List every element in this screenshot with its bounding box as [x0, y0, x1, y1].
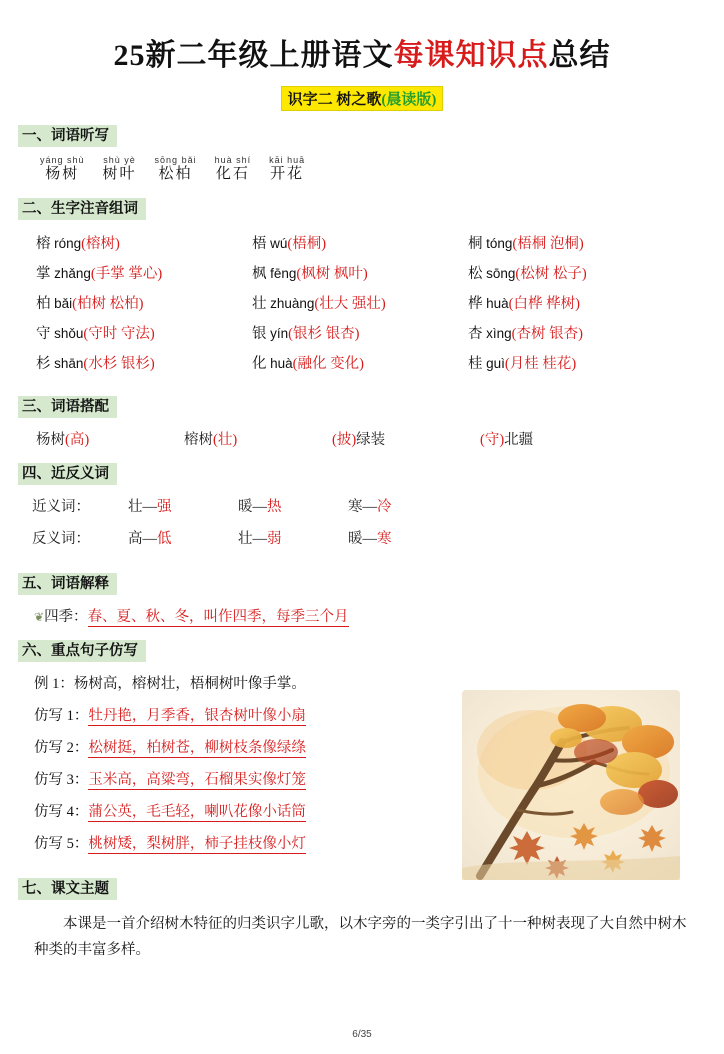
pair-right: 热 — [267, 499, 282, 516]
pair-right: 寒 — [377, 531, 392, 548]
sentence-example — [34, 672, 454, 693]
antonym-pair — [238, 527, 348, 548]
char-glyph: 银 — [252, 325, 267, 342]
dictation-word — [40, 155, 85, 184]
subtitle-note: (晨读版) — [381, 92, 437, 108]
hanzi-text: 化石 — [215, 166, 250, 183]
page-title — [0, 30, 724, 74]
leaf-icon: ❦ — [34, 610, 45, 625]
char-row — [36, 352, 686, 373]
char-cell — [468, 262, 684, 283]
char-pinyin: róng — [54, 235, 82, 251]
sentence-label: 仿写 4： — [34, 804, 89, 821]
theme-paragraph: 本课是一首介绍树木特征的归类识字儿歌，以木字旁的一类字引出了十一种树表现了大自然中树木种类的丰富多样。 — [34, 916, 687, 958]
sentence-list — [34, 672, 454, 853]
pair-right: 低 — [157, 531, 172, 548]
char-row — [36, 292, 686, 313]
char-words: (柏树 松柏) — [72, 295, 144, 312]
pinyin-text: yáng shù — [40, 155, 85, 166]
char-pinyin: shǒu — [54, 325, 84, 341]
section-heading-synonyms: 四、近反义词 — [18, 463, 117, 485]
antonyms-line — [32, 527, 724, 548]
sentence-text: 蒲公英，毛毛轻，喇叭花像小话筒 — [88, 804, 306, 821]
char-row — [36, 232, 686, 253]
hanzi-text: 松柏 — [158, 166, 193, 183]
collocation-red: (披) — [332, 431, 357, 448]
char-words: (松树 松子) — [515, 265, 587, 282]
char-cell — [468, 292, 684, 313]
synonym-pair — [128, 495, 238, 516]
sentence-label: 仿写 1： — [34, 708, 89, 725]
collocation-row — [36, 428, 724, 449]
pair-left: 高— — [128, 531, 157, 548]
antonym-pair — [128, 527, 238, 548]
char-cell — [252, 232, 468, 253]
sentence-label: 例 1： — [34, 676, 74, 693]
char-glyph: 掌 — [36, 265, 51, 282]
char-cell — [252, 352, 468, 373]
char-pinyin: fēng — [270, 265, 297, 281]
char-glyph: 桂 — [468, 355, 483, 372]
sentence-text: 松树挺，柏树苍，柳树枝条像绿绦 — [88, 740, 306, 757]
char-words: (梧桐) — [287, 235, 327, 252]
char-pinyin: sōng — [486, 265, 516, 281]
char-row — [36, 262, 686, 283]
sentence-item — [34, 704, 454, 725]
char-row — [36, 322, 686, 343]
collocation-black: 北疆 — [504, 431, 534, 448]
pair-right: 强 — [157, 499, 172, 516]
sentence-item — [34, 832, 454, 853]
sentence-item — [34, 768, 454, 789]
char-glyph: 壮 — [252, 295, 267, 312]
char-cell — [468, 352, 684, 373]
sentence-text: 玉米高，高粱弯，石榴果实像灯笼 — [88, 772, 306, 789]
synonyms-line — [32, 495, 724, 516]
synonym-pair — [348, 495, 458, 516]
collocation-red: (守) — [480, 431, 505, 448]
new-chars-grid — [36, 232, 686, 373]
char-cell — [468, 322, 684, 343]
collocation-item — [36, 428, 184, 449]
dictation-word — [155, 155, 197, 184]
section-heading-dictation: 一、词语听写 — [18, 125, 117, 147]
char-pinyin: huà — [270, 355, 293, 371]
section-heading-theme: 七、课文主题 — [18, 878, 117, 900]
char-words: (杏树 银杏) — [511, 325, 583, 342]
antonyms-label: 反义词： — [32, 531, 90, 548]
hanzi-text: 杨树 — [45, 166, 80, 183]
pair-left: 壮— — [128, 499, 157, 516]
section-heading-explanation: 五、词语解释 — [18, 573, 117, 595]
char-words: (榕树) — [81, 235, 120, 252]
sentence-item — [34, 800, 454, 821]
char-cell — [36, 292, 252, 313]
pair-right: 弱 — [267, 531, 282, 548]
collocation-black: 榕树 — [184, 431, 213, 448]
sentence-item — [34, 736, 454, 757]
subtitle-container — [0, 86, 724, 111]
char-pinyin: shān — [54, 355, 84, 371]
autumn-tree-illustration — [462, 690, 680, 880]
char-glyph: 枫 — [252, 265, 267, 282]
char-pinyin: bǎi — [54, 295, 73, 311]
char-pinyin: xìng — [486, 325, 512, 341]
title-part-1: 25新二年级上册语文 — [113, 39, 394, 72]
subtitle-badge — [281, 86, 444, 111]
pinyin-text: huà shí — [214, 155, 252, 166]
char-words: (银杉 银杏) — [288, 325, 360, 342]
dictation-word — [103, 155, 137, 184]
char-pinyin: wú — [270, 235, 288, 251]
pair-left: 暖— — [348, 531, 377, 548]
dictation-word — [269, 155, 305, 184]
char-words: (梧桐 泡桐) — [512, 235, 584, 252]
synonyms-block — [32, 495, 724, 548]
char-pinyin: yín — [270, 325, 289, 341]
explanation-term: 四季： — [44, 609, 88, 626]
collocation-red: (壮) — [213, 431, 238, 448]
document-page — [0, 30, 724, 1054]
collocation-black: 杨树 — [36, 431, 65, 448]
char-pinyin: zhǎng — [54, 265, 91, 281]
char-pinyin: huà — [486, 295, 509, 311]
collocation-item — [480, 428, 628, 449]
sentence-label: 仿写 3： — [34, 772, 89, 789]
char-words: (枫树 枫叶) — [296, 265, 368, 282]
sentence-text: 牡丹艳，月季香，银杏树叶像小扇 — [88, 708, 306, 725]
char-cell — [36, 352, 252, 373]
char-glyph: 杉 — [36, 355, 51, 372]
dictation-word-row — [40, 155, 724, 184]
char-glyph: 梧 — [252, 235, 267, 252]
section-heading-sentences: 六、重点句子仿写 — [18, 640, 146, 662]
pair-left: 壮— — [238, 531, 267, 548]
char-pinyin: zhuàng — [270, 295, 315, 311]
sentence-label: 仿写 2： — [34, 740, 89, 757]
char-words: (融化 变化) — [292, 355, 364, 372]
char-glyph: 化 — [252, 355, 267, 372]
subtitle-main: 识字二 树之歌 — [287, 92, 382, 108]
section-heading-new-chars: 二、生字注音组词 — [18, 198, 146, 220]
char-words: (守时 守法) — [83, 325, 155, 342]
char-glyph: 松 — [468, 265, 483, 282]
collocation-red: (高) — [65, 431, 90, 448]
char-cell — [252, 262, 468, 283]
pinyin-text: sōng bǎi — [154, 155, 197, 166]
page-number: 6/35 — [352, 1029, 372, 1040]
synonyms-label: 近义词： — [32, 499, 90, 516]
title-part-3: 总结 — [548, 39, 611, 72]
char-words: (手掌 掌心) — [90, 265, 163, 282]
char-cell — [252, 292, 468, 313]
char-cell — [468, 232, 684, 253]
char-words: (月桂 桂花) — [504, 355, 577, 372]
explanation-line — [34, 605, 724, 626]
char-cell — [36, 232, 252, 253]
char-glyph: 柏 — [36, 295, 51, 312]
collocation-item — [332, 428, 480, 449]
dictation-word — [215, 155, 252, 184]
char-words: (白桦 桦树) — [508, 295, 580, 312]
collocation-black: 绿装 — [356, 431, 386, 448]
char-glyph: 榕 — [36, 235, 51, 252]
synonym-pair — [238, 495, 348, 516]
char-pinyin: guì — [486, 355, 505, 371]
char-words: (水杉 银杉) — [83, 355, 155, 372]
char-cell — [36, 262, 252, 283]
section-heading-collocation: 三、词语搭配 — [18, 396, 117, 418]
char-pinyin: tóng — [486, 235, 513, 251]
char-glyph: 桦 — [468, 295, 483, 312]
sentence-label: 仿写 5： — [34, 836, 89, 853]
collocation-item — [184, 428, 332, 449]
hanzi-text: 树叶 — [102, 166, 137, 183]
title-highlight: 每课知识点 — [393, 39, 549, 72]
pinyin-text: kāi huā — [269, 155, 306, 166]
char-glyph: 桐 — [468, 235, 483, 252]
explanation-text: 春、夏、秋、冬，叫作四季，每季三个月 — [87, 609, 349, 626]
sentence-text: 杨树高，榕树壮，梧桐树叶像手掌。 — [73, 676, 306, 693]
char-cell — [252, 322, 468, 343]
pinyin-text: shù yè — [103, 155, 136, 166]
sentence-text: 桃树矮，梨树胖，柿子挂枝像小灯 — [88, 836, 306, 853]
pair-right: 冷 — [377, 499, 392, 516]
antonym-pair — [348, 527, 458, 548]
char-glyph: 杏 — [468, 325, 483, 342]
pair-left: 暖— — [238, 499, 267, 516]
char-words: (壮大 强壮) — [314, 295, 386, 312]
char-cell — [36, 322, 252, 343]
hanzi-text: 开花 — [270, 166, 305, 183]
pair-left: 寒— — [348, 499, 377, 516]
char-glyph: 守 — [36, 325, 51, 342]
